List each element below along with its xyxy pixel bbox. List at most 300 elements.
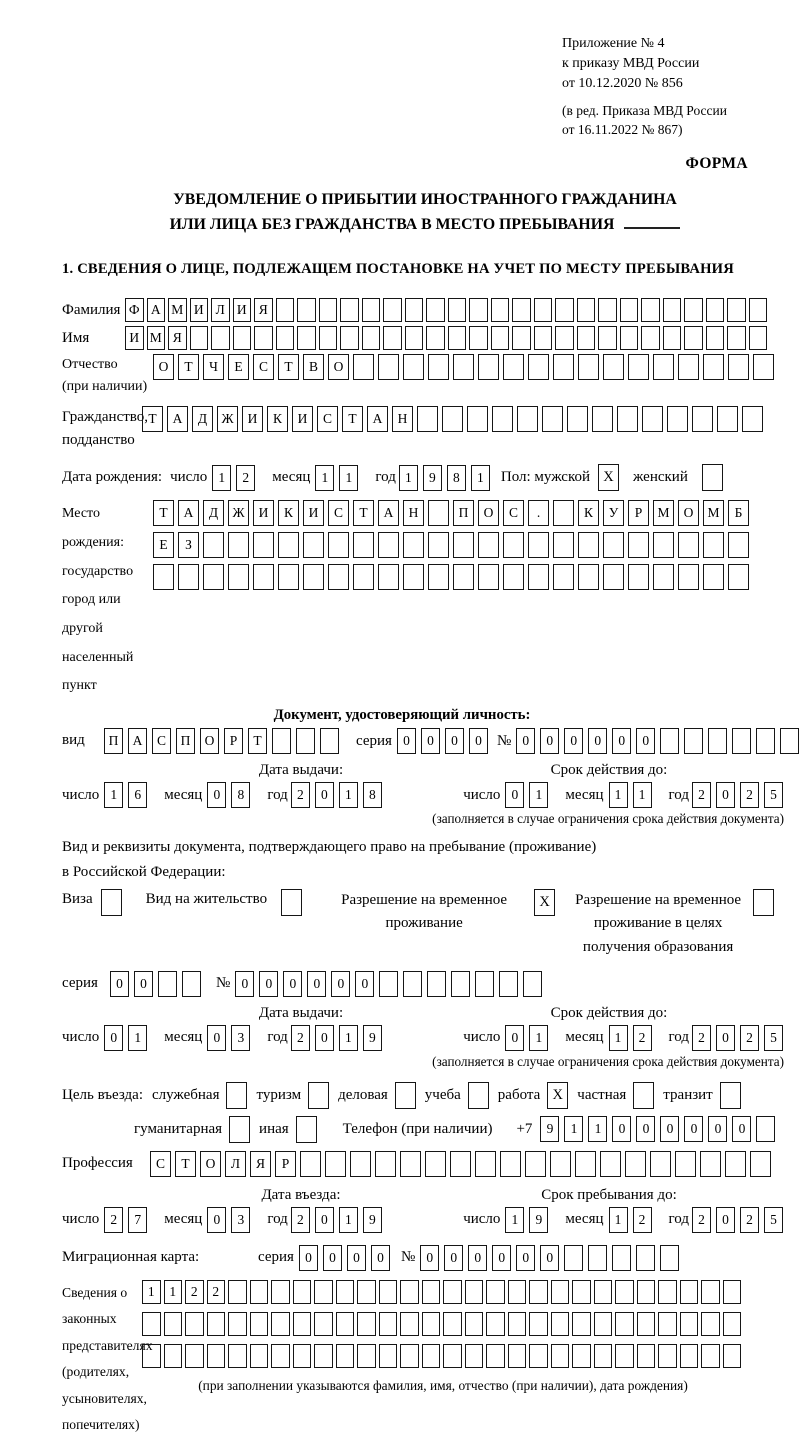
char-cell[interactable] [636, 1245, 655, 1271]
char-cell[interactable]: А [378, 500, 399, 526]
sex-female-checkbox[interactable] [702, 464, 723, 491]
char-cell[interactable]: Т [248, 728, 267, 754]
char-cell[interactable]: 1 [609, 1207, 628, 1233]
char-cell[interactable]: 1 [609, 1025, 628, 1051]
char-cell[interactable]: Л [211, 298, 230, 322]
char-cell[interactable] [728, 532, 749, 558]
char-cell[interactable] [453, 532, 474, 558]
char-cell[interactable]: С [253, 354, 274, 380]
char-cell[interactable] [314, 1344, 333, 1368]
char-cell[interactable] [701, 1280, 720, 1304]
char-cell[interactable] [486, 1312, 505, 1336]
char-cell[interactable] [653, 532, 674, 558]
char-cell[interactable]: Т [353, 500, 374, 526]
char-cell[interactable] [228, 1312, 247, 1336]
char-cell[interactable]: Ф [125, 298, 144, 322]
char-cell[interactable]: 1 [564, 1116, 583, 1142]
char-cell[interactable]: 1 [505, 1207, 524, 1233]
char-cell[interactable] [142, 1312, 161, 1336]
char-cell[interactable]: 1 [128, 1025, 147, 1051]
char-cell[interactable] [528, 564, 549, 590]
char-cell[interactable]: И [190, 298, 209, 322]
char-cell[interactable] [700, 1151, 721, 1177]
char-cell[interactable] [428, 500, 449, 526]
char-cell[interactable]: С [150, 1151, 171, 1177]
char-cell[interactable]: 9 [529, 1207, 548, 1233]
char-cell[interactable]: 9 [540, 1116, 559, 1142]
char-cell[interactable] [211, 326, 230, 350]
char-cell[interactable] [750, 1151, 771, 1177]
purpose-business-checkbox[interactable] [395, 1082, 416, 1109]
char-cell[interactable]: 0 [331, 971, 350, 997]
char-cell[interactable] [379, 1312, 398, 1336]
char-cell[interactable]: С [152, 728, 171, 754]
char-cell[interactable] [233, 326, 252, 350]
char-cell[interactable] [350, 1151, 371, 1177]
char-cell[interactable]: Н [403, 500, 424, 526]
char-cell[interactable] [336, 1312, 355, 1336]
char-cell[interactable] [723, 1344, 742, 1368]
char-cell[interactable]: 0 [540, 728, 559, 754]
char-cell[interactable] [678, 564, 699, 590]
char-cell[interactable] [478, 564, 499, 590]
char-cell[interactable] [296, 728, 315, 754]
char-cell[interactable] [555, 326, 574, 350]
char-cell[interactable]: 0 [444, 1245, 463, 1271]
char-cell[interactable]: И [292, 406, 313, 432]
char-cell[interactable] [320, 728, 339, 754]
char-cell[interactable]: 2 [104, 1207, 123, 1233]
char-cell[interactable]: 0 [445, 728, 464, 754]
char-cell[interactable]: 0 [505, 1025, 524, 1051]
char-cell[interactable] [383, 298, 402, 322]
char-cell[interactable] [378, 564, 399, 590]
char-cell[interactable] [508, 1344, 527, 1368]
char-cell[interactable] [403, 564, 424, 590]
char-cell[interactable]: 0 [492, 1245, 511, 1271]
char-cell[interactable]: 0 [347, 1245, 366, 1271]
char-cell[interactable] [625, 1151, 646, 1177]
char-cell[interactable]: 1 [609, 782, 628, 808]
char-cell[interactable]: 1 [315, 465, 334, 491]
char-cell[interactable] [400, 1344, 419, 1368]
char-cell[interactable] [303, 564, 324, 590]
char-cell[interactable]: Р [628, 500, 649, 526]
char-cell[interactable] [203, 564, 224, 590]
char-cell[interactable]: 2 [633, 1207, 652, 1233]
char-cell[interactable] [465, 1280, 484, 1304]
char-cell[interactable] [164, 1344, 183, 1368]
char-cell[interactable]: З [178, 532, 199, 558]
char-cell[interactable] [475, 1151, 496, 1177]
char-cell[interactable]: 0 [315, 1025, 334, 1051]
char-cell[interactable] [567, 406, 588, 432]
char-cell[interactable] [728, 354, 749, 380]
char-cell[interactable] [300, 1151, 321, 1177]
char-cell[interactable] [742, 406, 763, 432]
char-cell[interactable] [603, 354, 624, 380]
char-cell[interactable] [203, 532, 224, 558]
char-cell[interactable] [684, 728, 703, 754]
char-cell[interactable] [701, 1312, 720, 1336]
char-cell[interactable] [250, 1344, 269, 1368]
char-cell[interactable] [478, 532, 499, 558]
char-cell[interactable] [185, 1344, 204, 1368]
char-cell[interactable]: 0 [469, 728, 488, 754]
char-cell[interactable]: И [303, 500, 324, 526]
char-cell[interactable] [553, 532, 574, 558]
sex-male-checkbox[interactable]: X [598, 464, 619, 491]
char-cell[interactable]: 1 [399, 465, 418, 491]
char-cell[interactable] [551, 1280, 570, 1304]
char-cell[interactable]: 5 [764, 1207, 783, 1233]
char-cell[interactable] [756, 1116, 775, 1142]
char-cell[interactable]: 0 [315, 782, 334, 808]
char-cell[interactable]: 2 [740, 1025, 759, 1051]
char-cell[interactable]: 0 [732, 1116, 751, 1142]
char-cell[interactable] [550, 1151, 571, 1177]
char-cell[interactable] [357, 1344, 376, 1368]
char-cell[interactable] [254, 326, 273, 350]
char-cell[interactable] [600, 1151, 621, 1177]
char-cell[interactable]: 0 [516, 1245, 535, 1271]
char-cell[interactable]: 1 [529, 782, 548, 808]
char-cell[interactable] [529, 1280, 548, 1304]
char-cell[interactable] [617, 406, 638, 432]
char-cell[interactable]: 1 [339, 1207, 358, 1233]
char-cell[interactable] [525, 1151, 546, 1177]
char-cell[interactable] [403, 971, 422, 997]
char-cell[interactable] [658, 1280, 677, 1304]
char-cell[interactable]: 1 [529, 1025, 548, 1051]
char-cell[interactable] [572, 1344, 591, 1368]
char-cell[interactable]: Ж [217, 406, 238, 432]
char-cell[interactable] [553, 500, 574, 526]
char-cell[interactable]: 1 [633, 782, 652, 808]
char-cell[interactable]: 0 [420, 1245, 439, 1271]
char-cell[interactable] [428, 532, 449, 558]
char-cell[interactable]: Т [342, 406, 363, 432]
char-cell[interactable]: Л [225, 1151, 246, 1177]
purpose-official-checkbox[interactable] [226, 1082, 247, 1109]
char-cell[interactable] [727, 298, 746, 322]
char-cell[interactable]: 1 [142, 1280, 161, 1304]
char-cell[interactable]: А [147, 298, 166, 322]
char-cell[interactable]: С [503, 500, 524, 526]
char-cell[interactable] [492, 406, 513, 432]
char-cell[interactable] [336, 1280, 355, 1304]
char-cell[interactable]: 2 [692, 1025, 711, 1051]
char-cell[interactable] [728, 564, 749, 590]
char-cell[interactable]: 0 [207, 782, 226, 808]
char-cell[interactable] [467, 406, 488, 432]
char-cell[interactable] [448, 298, 467, 322]
char-cell[interactable]: О [200, 728, 219, 754]
char-cell[interactable]: 0 [540, 1245, 559, 1271]
char-cell[interactable] [727, 326, 746, 350]
char-cell[interactable]: Р [224, 728, 243, 754]
char-cell[interactable] [692, 406, 713, 432]
char-cell[interactable] [592, 406, 613, 432]
char-cell[interactable] [182, 971, 201, 997]
char-cell[interactable]: Ч [203, 354, 224, 380]
char-cell[interactable] [603, 564, 624, 590]
char-cell[interactable] [362, 326, 381, 350]
char-cell[interactable] [293, 1344, 312, 1368]
char-cell[interactable]: 7 [128, 1207, 147, 1233]
char-cell[interactable]: 0 [716, 1207, 735, 1233]
char-cell[interactable] [400, 1280, 419, 1304]
char-cell[interactable] [503, 532, 524, 558]
char-cell[interactable] [703, 564, 724, 590]
char-cell[interactable] [319, 326, 338, 350]
char-cell[interactable] [660, 1245, 679, 1271]
char-cell[interactable]: О [200, 1151, 221, 1177]
char-cell[interactable]: Ж [228, 500, 249, 526]
char-cell[interactable] [528, 532, 549, 558]
char-cell[interactable]: У [603, 500, 624, 526]
char-cell[interactable] [675, 1151, 696, 1177]
char-cell[interactable] [667, 406, 688, 432]
char-cell[interactable] [706, 326, 725, 350]
char-cell[interactable]: М [703, 500, 724, 526]
char-cell[interactable] [663, 298, 682, 322]
char-cell[interactable]: Е [153, 532, 174, 558]
char-cell[interactable]: 0 [636, 728, 655, 754]
char-cell[interactable]: 0 [259, 971, 278, 997]
char-cell[interactable] [717, 406, 738, 432]
char-cell[interactable]: 0 [516, 728, 535, 754]
char-cell[interactable] [491, 326, 510, 350]
char-cell[interactable] [578, 354, 599, 380]
char-cell[interactable] [478, 354, 499, 380]
char-cell[interactable]: А [178, 500, 199, 526]
char-cell[interactable] [615, 1280, 634, 1304]
char-cell[interactable]: 0 [299, 1245, 318, 1271]
char-cell[interactable] [653, 354, 674, 380]
char-cell[interactable]: О [478, 500, 499, 526]
temp-residence-education-checkbox[interactable] [753, 889, 774, 916]
char-cell[interactable] [637, 1344, 656, 1368]
char-cell[interactable] [663, 326, 682, 350]
char-cell[interactable] [428, 564, 449, 590]
char-cell[interactable] [340, 298, 359, 322]
char-cell[interactable]: 6 [128, 782, 147, 808]
char-cell[interactable] [628, 532, 649, 558]
char-cell[interactable] [650, 1151, 671, 1177]
char-cell[interactable]: 0 [636, 1116, 655, 1142]
char-cell[interactable]: 0 [371, 1245, 390, 1271]
char-cell[interactable] [577, 326, 596, 350]
char-cell[interactable] [250, 1312, 269, 1336]
char-cell[interactable] [578, 532, 599, 558]
char-cell[interactable] [756, 728, 775, 754]
char-cell[interactable] [660, 728, 679, 754]
char-cell[interactable]: Т [142, 406, 163, 432]
char-cell[interactable]: О [153, 354, 174, 380]
purpose-study-checkbox[interactable] [468, 1082, 489, 1109]
char-cell[interactable]: 0 [207, 1207, 226, 1233]
char-cell[interactable] [448, 326, 467, 350]
char-cell[interactable] [553, 564, 574, 590]
char-cell[interactable]: 0 [397, 728, 416, 754]
char-cell[interactable] [228, 1344, 247, 1368]
char-cell[interactable]: П [176, 728, 195, 754]
char-cell[interactable] [706, 298, 725, 322]
char-cell[interactable]: 0 [235, 971, 254, 997]
char-cell[interactable] [207, 1312, 226, 1336]
char-cell[interactable]: К [578, 500, 599, 526]
char-cell[interactable] [603, 532, 624, 558]
char-cell[interactable] [641, 298, 660, 322]
char-cell[interactable] [680, 1344, 699, 1368]
purpose-private-checkbox[interactable] [633, 1082, 654, 1109]
char-cell[interactable] [443, 1280, 462, 1304]
char-cell[interactable] [523, 971, 542, 997]
char-cell[interactable]: Т [178, 354, 199, 380]
char-cell[interactable]: А [367, 406, 388, 432]
char-cell[interactable] [465, 1312, 484, 1336]
char-cell[interactable] [620, 298, 639, 322]
char-cell[interactable] [551, 1344, 570, 1368]
char-cell[interactable] [303, 532, 324, 558]
char-cell[interactable] [723, 1312, 742, 1336]
char-cell[interactable] [780, 728, 799, 754]
char-cell[interactable]: К [278, 500, 299, 526]
char-cell[interactable]: 0 [283, 971, 302, 997]
char-cell[interactable] [314, 1280, 333, 1304]
char-cell[interactable] [684, 298, 703, 322]
char-cell[interactable]: 0 [716, 782, 735, 808]
char-cell[interactable]: Я [250, 1151, 271, 1177]
char-cell[interactable]: 3 [231, 1025, 250, 1051]
purpose-humanitarian-checkbox[interactable] [229, 1116, 250, 1143]
char-cell[interactable] [325, 1151, 346, 1177]
char-cell[interactable] [534, 326, 553, 350]
char-cell[interactable] [357, 1280, 376, 1304]
char-cell[interactable]: С [328, 500, 349, 526]
char-cell[interactable] [403, 354, 424, 380]
char-cell[interactable] [276, 326, 295, 350]
char-cell[interactable] [428, 354, 449, 380]
char-cell[interactable] [572, 1280, 591, 1304]
char-cell[interactable] [328, 532, 349, 558]
char-cell[interactable]: О [328, 354, 349, 380]
char-cell[interactable] [658, 1312, 677, 1336]
char-cell[interactable] [653, 564, 674, 590]
char-cell[interactable]: П [453, 500, 474, 526]
char-cell[interactable] [253, 564, 274, 590]
char-cell[interactable] [564, 1245, 583, 1271]
char-cell[interactable] [529, 1344, 548, 1368]
char-cell[interactable] [379, 1344, 398, 1368]
char-cell[interactable]: 0 [134, 971, 153, 997]
char-cell[interactable] [598, 298, 617, 322]
char-cell[interactable]: 1 [339, 782, 358, 808]
char-cell[interactable] [725, 1151, 746, 1177]
char-cell[interactable]: В [303, 354, 324, 380]
char-cell[interactable] [319, 298, 338, 322]
char-cell[interactable] [375, 1151, 396, 1177]
char-cell[interactable]: 0 [468, 1245, 487, 1271]
char-cell[interactable] [417, 406, 438, 432]
char-cell[interactable] [405, 298, 424, 322]
char-cell[interactable] [503, 354, 524, 380]
char-cell[interactable] [628, 354, 649, 380]
char-cell[interactable]: 5 [764, 1025, 783, 1051]
char-cell[interactable] [486, 1280, 505, 1304]
char-cell[interactable]: 0 [207, 1025, 226, 1051]
char-cell[interactable] [453, 354, 474, 380]
char-cell[interactable]: П [104, 728, 123, 754]
char-cell[interactable]: 0 [708, 1116, 727, 1142]
char-cell[interactable] [426, 298, 445, 322]
char-cell[interactable]: Д [203, 500, 224, 526]
temp-residence-checkbox[interactable]: X [534, 889, 555, 916]
char-cell[interactable]: 2 [185, 1280, 204, 1304]
char-cell[interactable] [500, 1151, 521, 1177]
char-cell[interactable]: К [267, 406, 288, 432]
char-cell[interactable] [703, 532, 724, 558]
char-cell[interactable] [340, 326, 359, 350]
visa-checkbox[interactable] [101, 889, 122, 916]
char-cell[interactable] [405, 326, 424, 350]
char-cell[interactable] [512, 298, 531, 322]
char-cell[interactable] [378, 354, 399, 380]
purpose-work-checkbox[interactable]: X [547, 1082, 568, 1109]
char-cell[interactable] [703, 354, 724, 380]
char-cell[interactable] [678, 354, 699, 380]
char-cell[interactable] [637, 1312, 656, 1336]
char-cell[interactable]: 9 [363, 1025, 382, 1051]
char-cell[interactable]: 0 [716, 1025, 735, 1051]
char-cell[interactable] [528, 354, 549, 380]
char-cell[interactable] [628, 564, 649, 590]
char-cell[interactable]: 0 [104, 1025, 123, 1051]
char-cell[interactable] [403, 532, 424, 558]
char-cell[interactable]: 1 [588, 1116, 607, 1142]
char-cell[interactable] [153, 564, 174, 590]
char-cell[interactable] [278, 532, 299, 558]
char-cell[interactable] [228, 1280, 247, 1304]
char-cell[interactable]: 8 [447, 465, 466, 491]
char-cell[interactable] [276, 298, 295, 322]
char-cell[interactable] [469, 298, 488, 322]
char-cell[interactable] [684, 326, 703, 350]
char-cell[interactable] [534, 298, 553, 322]
purpose-other-checkbox[interactable] [296, 1116, 317, 1143]
char-cell[interactable] [642, 406, 663, 432]
char-cell[interactable] [732, 728, 751, 754]
char-cell[interactable]: 2 [692, 782, 711, 808]
char-cell[interactable] [383, 326, 402, 350]
char-cell[interactable] [708, 728, 727, 754]
char-cell[interactable] [637, 1280, 656, 1304]
char-cell[interactable]: 0 [660, 1116, 679, 1142]
char-cell[interactable] [588, 1245, 607, 1271]
char-cell[interactable] [615, 1312, 634, 1336]
char-cell[interactable]: 2 [291, 1025, 310, 1051]
char-cell[interactable]: М [168, 298, 187, 322]
char-cell[interactable] [450, 1151, 471, 1177]
char-cell[interactable] [190, 326, 209, 350]
char-cell[interactable] [598, 326, 617, 350]
char-cell[interactable] [271, 1280, 290, 1304]
purpose-transit-checkbox[interactable] [720, 1082, 741, 1109]
char-cell[interactable]: 2 [740, 1207, 759, 1233]
char-cell[interactable] [353, 532, 374, 558]
char-cell[interactable] [250, 1280, 269, 1304]
